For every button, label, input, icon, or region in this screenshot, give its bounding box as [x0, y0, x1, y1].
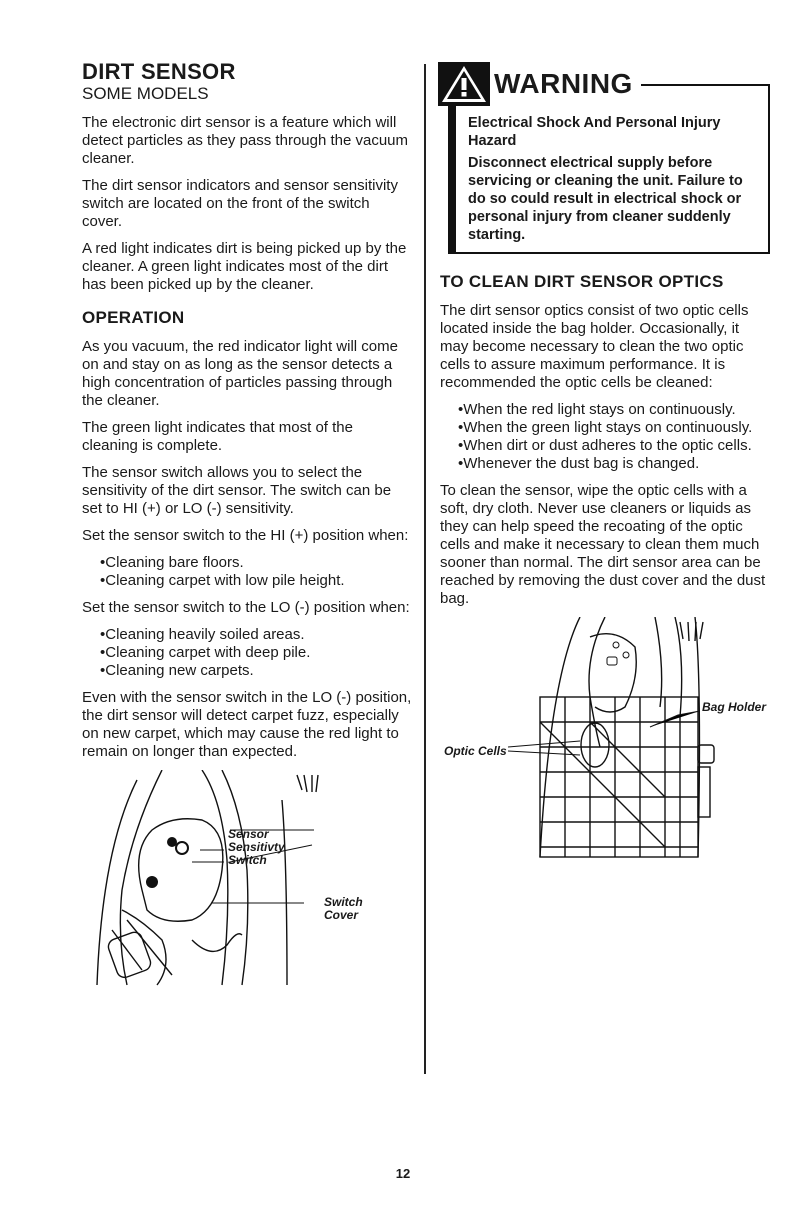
list-item: •Cleaning carpet with deep pile.: [100, 644, 311, 661]
operation-heading: OPERATION: [82, 308, 185, 327]
closing-paragraph: Even with the sensor switch in the LO (-) position, the dirt sensor will detect carpet fuzz, especially on new carpet, which may cause the red light to remain on longer than expected.: [82, 689, 412, 760]
hi-setting-list: [82, 554, 412, 590]
optics-paragraph-1: The dirt sensor optics consist of two optic cells located inside the bag holder. Occasionally, it may become necessary to clean the two optic cells to assure maximum performance. It is recommended the optic cells be cleaned:: [440, 302, 749, 391]
list-item: •Cleaning heavily soiled areas.: [100, 626, 305, 643]
some-models-subtitle: SOME MODELS: [82, 84, 209, 103]
optic-cells-label: Optic Cells: [444, 744, 507, 758]
optics-paragraph-2: To clean the sensor, wipe the optic cells with a soft, dry cloth. Never use cleaners or liquids as they can help speed the recoating of the optic cells and make it necessary to clean them much sooner than normal. The dirt sensor area can be reached by removing the dust cover and the dust bag.: [440, 482, 766, 607]
warning-header: [438, 62, 641, 106]
optics-heading: TO CLEAN DIRT SENSOR OPTICS: [440, 272, 724, 291]
bag-holder-illustration: [440, 617, 770, 867]
list-item: •Cleaning bare floors.: [100, 554, 244, 571]
sensor-switch-label: Sensor Sensitivty Switch: [228, 827, 285, 867]
warning-instruction-text: Disconnect electrical supply before servicing or cleaning the unit. Failure to do so could result in electrical shock or personal injury from cleaner suddenly starting.: [468, 155, 743, 243]
switch-cover-drawing: [82, 770, 382, 990]
column-divider: [424, 64, 426, 1074]
dirt-sensor-title: DIRT SENSOR: [82, 59, 236, 84]
bag-holder-label: Bag Holder: [702, 700, 767, 714]
operation-paragraph-2: The green light indicates that most of the cleaning is complete.: [82, 419, 353, 454]
list-item: •When the green light stays on continuously.: [458, 419, 753, 436]
warning-title: WARNING: [494, 68, 633, 99]
right-column: [440, 60, 770, 867]
list-item: •Cleaning new carpets.: [100, 662, 254, 679]
list-item: •Cleaning carpet with low pile height.: [100, 572, 345, 589]
list-item: •Whenever the dust bag is changed.: [458, 455, 700, 472]
left-column: [82, 60, 412, 990]
hi-setting-intro: Set the sensor switch to the HI (+) position when:: [82, 527, 409, 544]
intro-paragraph-2: The dirt sensor indicators and sensor sensitivity switch are located on the front of the switch cover.: [82, 177, 398, 230]
list-item: •When dirt or dust adheres to the optic cells.: [458, 437, 752, 454]
switch-cover-label: Switch Cover: [324, 895, 363, 922]
list-item: •When the red light stays on continuously.: [458, 401, 736, 418]
page-number: 12: [395, 1166, 411, 1181]
intro-paragraph-3: A red light indicates dirt is being picked up by the cleaner. A green light indicates most of the dirt has been picked up by the cleaner.: [82, 240, 407, 293]
warning-box: [448, 68, 770, 254]
bag-holder-drawing: [440, 617, 770, 867]
operation-paragraph-1: As you vacuum, the red indicator light will come on and stay on as long as the sensor detects a high concentration of particles passing through the cleaner.: [82, 338, 398, 409]
operation-paragraph-3: The sensor switch allows you to select the sensitivity of the dirt sensor. The switch can be set to HI (+) or LO (-) sensitivity.: [82, 464, 392, 517]
warning-triangle-icon: [438, 62, 490, 106]
intro-paragraph-1: The electronic dirt sensor is a feature which will detect particles as they pass through the vacuum cleaner.: [82, 114, 409, 167]
lo-setting-intro: Set the sensor switch to the LO (-) position when:: [82, 599, 410, 616]
switch-cover-illustration: [82, 770, 382, 990]
optics-list: [440, 401, 770, 473]
lo-setting-list: [82, 626, 412, 680]
warning-hazard-text: Electrical Shock And Personal Injury Hazard: [468, 115, 721, 149]
